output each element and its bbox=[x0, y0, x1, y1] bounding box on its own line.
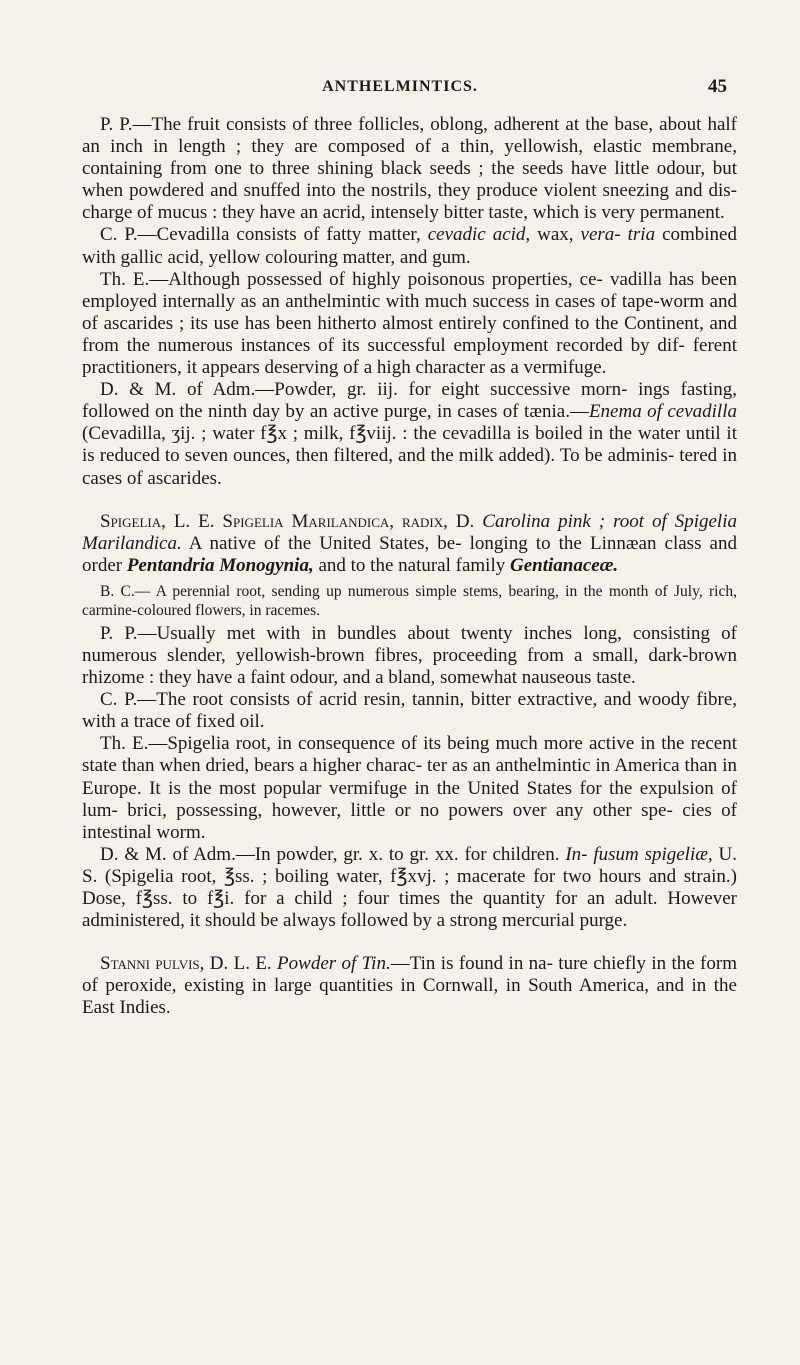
italic-term: cevadic acid, bbox=[427, 224, 531, 246]
botanical-characters: B. C.— A perennial root, sending up numerous simple stems, bearing, in the month of July, rich, carmine-coloured flowers, in racemes. bbox=[82, 582, 737, 619]
italic-term: In- fusum spigeliæ, bbox=[565, 843, 713, 865]
paragraph-text: wax, bbox=[530, 224, 581, 246]
paragraph-text: —Spigelia root, in consequence of its being much more active in the recent state than when dried, bears a higher charac- ter as an anthelmintic in America than in Europe. It is the most popular vermifuge in the United States for the expulsion of lum- brici, possessing, however, little or no powers over any other spe- cies of intestinal worm. bbox=[82, 733, 737, 843]
body-text bbox=[82, 114, 737, 1019]
page-header bbox=[0, 78, 800, 102]
paragraph-text: (Cevadilla, ʒij. ; water f℥x ; milk, f℥viij. : the cevadilla is boiled in the water until it is reduced to seven ounces, then filtered, and the milk added). To be adminis- tered in cases of ascarides. bbox=[82, 423, 737, 489]
paragraph-spigelia-chemistry bbox=[82, 689, 737, 733]
paragraph-cevadilla-dose bbox=[82, 379, 737, 489]
paragraph-text: —In powder, gr. x. to gr. xx. for children. bbox=[235, 843, 566, 865]
paragraph-text: —Although possessed of highly poisonous properties, ce- vadilla has been employed internally as an anthelmintic with much success in cases of tape-worm and of ascarides ; its use has been hitherto almost entirely confined to the Continent, and from the numerous instances of its successful employment recorded by dif- ferent practitioners, it appears deserving of a high character as a vermifuge. bbox=[82, 268, 737, 379]
page-number: 45 bbox=[708, 76, 727, 97]
italic-term: vera- tria bbox=[580, 224, 656, 246]
italic-term: Powder of Tin. bbox=[277, 953, 391, 975]
paragraph-text: A native of the United States, be- longing to the Linnæan class and order bbox=[82, 532, 737, 576]
paragraph-label: D. & M. of Adm. bbox=[100, 843, 236, 865]
paragraph-spigelia-properties bbox=[82, 623, 737, 689]
paragraph-text: —The root consists of acrid resin, tannin, bitter extractive, and woody fibre, with a trace of fixed oil. bbox=[82, 689, 737, 733]
paragraph-text: combined with gallic acid, yellow colouring matter, and gum. bbox=[82, 224, 737, 268]
entry-heading: Spigelia, L. E. Spigelia Marilandica, radix, D. bbox=[100, 510, 475, 532]
paragraph-text: and to the natural family bbox=[313, 554, 510, 576]
entry-stanni-pulvis bbox=[82, 953, 737, 1019]
entry-spigelia bbox=[82, 511, 737, 577]
paragraph-label: Th. E. bbox=[100, 268, 150, 290]
paragraph-spigelia-therapeutics bbox=[82, 733, 737, 843]
italic-term: Pentandria Monogynia, bbox=[126, 554, 314, 576]
paragraph-label: P. P. bbox=[100, 114, 133, 135]
italic-term: Carolina pink ; root of Spigelia Marilandica. bbox=[82, 510, 737, 554]
paragraph-label: Th. E. bbox=[100, 733, 149, 755]
paragraph-text: —Tin is found in na- ture chiefly in the form of peroxide, existing in large quantities in Cornwall, in South America, and in the East Indies. bbox=[82, 953, 737, 1019]
italic-term: Enema of cevadilla bbox=[588, 401, 737, 423]
paragraph-label: D. & M. of Adm. bbox=[100, 379, 256, 401]
paragraph-text: —The fruit consists of three follicles, oblong, adherent at the base, about half an inch in length ; they are composed of a thin, yellowish, elastic membrane, containing from one to three shining black seeds ; the seeds have little odour, but when powdered and snuffed into the nostrils, they produce violent sneezing and dis- charge of mucus : they have an acrid, intensely bitter taste, which is very permanent. bbox=[82, 114, 738, 224]
paragraph-cevadilla-chemistry bbox=[82, 224, 737, 268]
paragraph-cevadilla-therapeutics bbox=[82, 269, 737, 379]
running-head: ANTHELMINTICS. bbox=[322, 78, 478, 95]
paragraph-label: P. P. bbox=[100, 622, 138, 644]
paragraph-text: —Cevadilla consists of fatty matter, bbox=[137, 224, 428, 246]
paragraph-fruit-properties bbox=[82, 114, 737, 224]
paragraph-label: C. P. bbox=[100, 224, 138, 246]
entry-heading: Stanni pulvis, D. L. E. bbox=[100, 953, 272, 975]
paragraph-text: —Powder, gr. iij. for eight successive morn- ings fasting, followed on the ninth day by an active purge, in cases of tænia.— bbox=[82, 379, 737, 423]
italic-term: Gentianaceæ. bbox=[510, 554, 619, 576]
paragraph-text: U. S. (Spigelia root, ℥ss. ; boiling water, f℥xvj. ; macerate for two hours and strain.) Dose, f℥ss. to f℥i. for a child ; four times the quantity for an adult. However administered, it should be always followed by a strong mercurial purge. bbox=[82, 843, 737, 932]
paragraph-spigelia-dose bbox=[82, 844, 737, 932]
paragraph-label: C. P. bbox=[100, 689, 138, 711]
paragraph-text: —Usually met with in bundles about twenty inches long, consisting of numerous slender, yellowish-brown fibres, proceeding from a small, dark-brown rhizome : they have a faint odour, and a bland, somewhat nauseous taste. bbox=[82, 622, 738, 689]
